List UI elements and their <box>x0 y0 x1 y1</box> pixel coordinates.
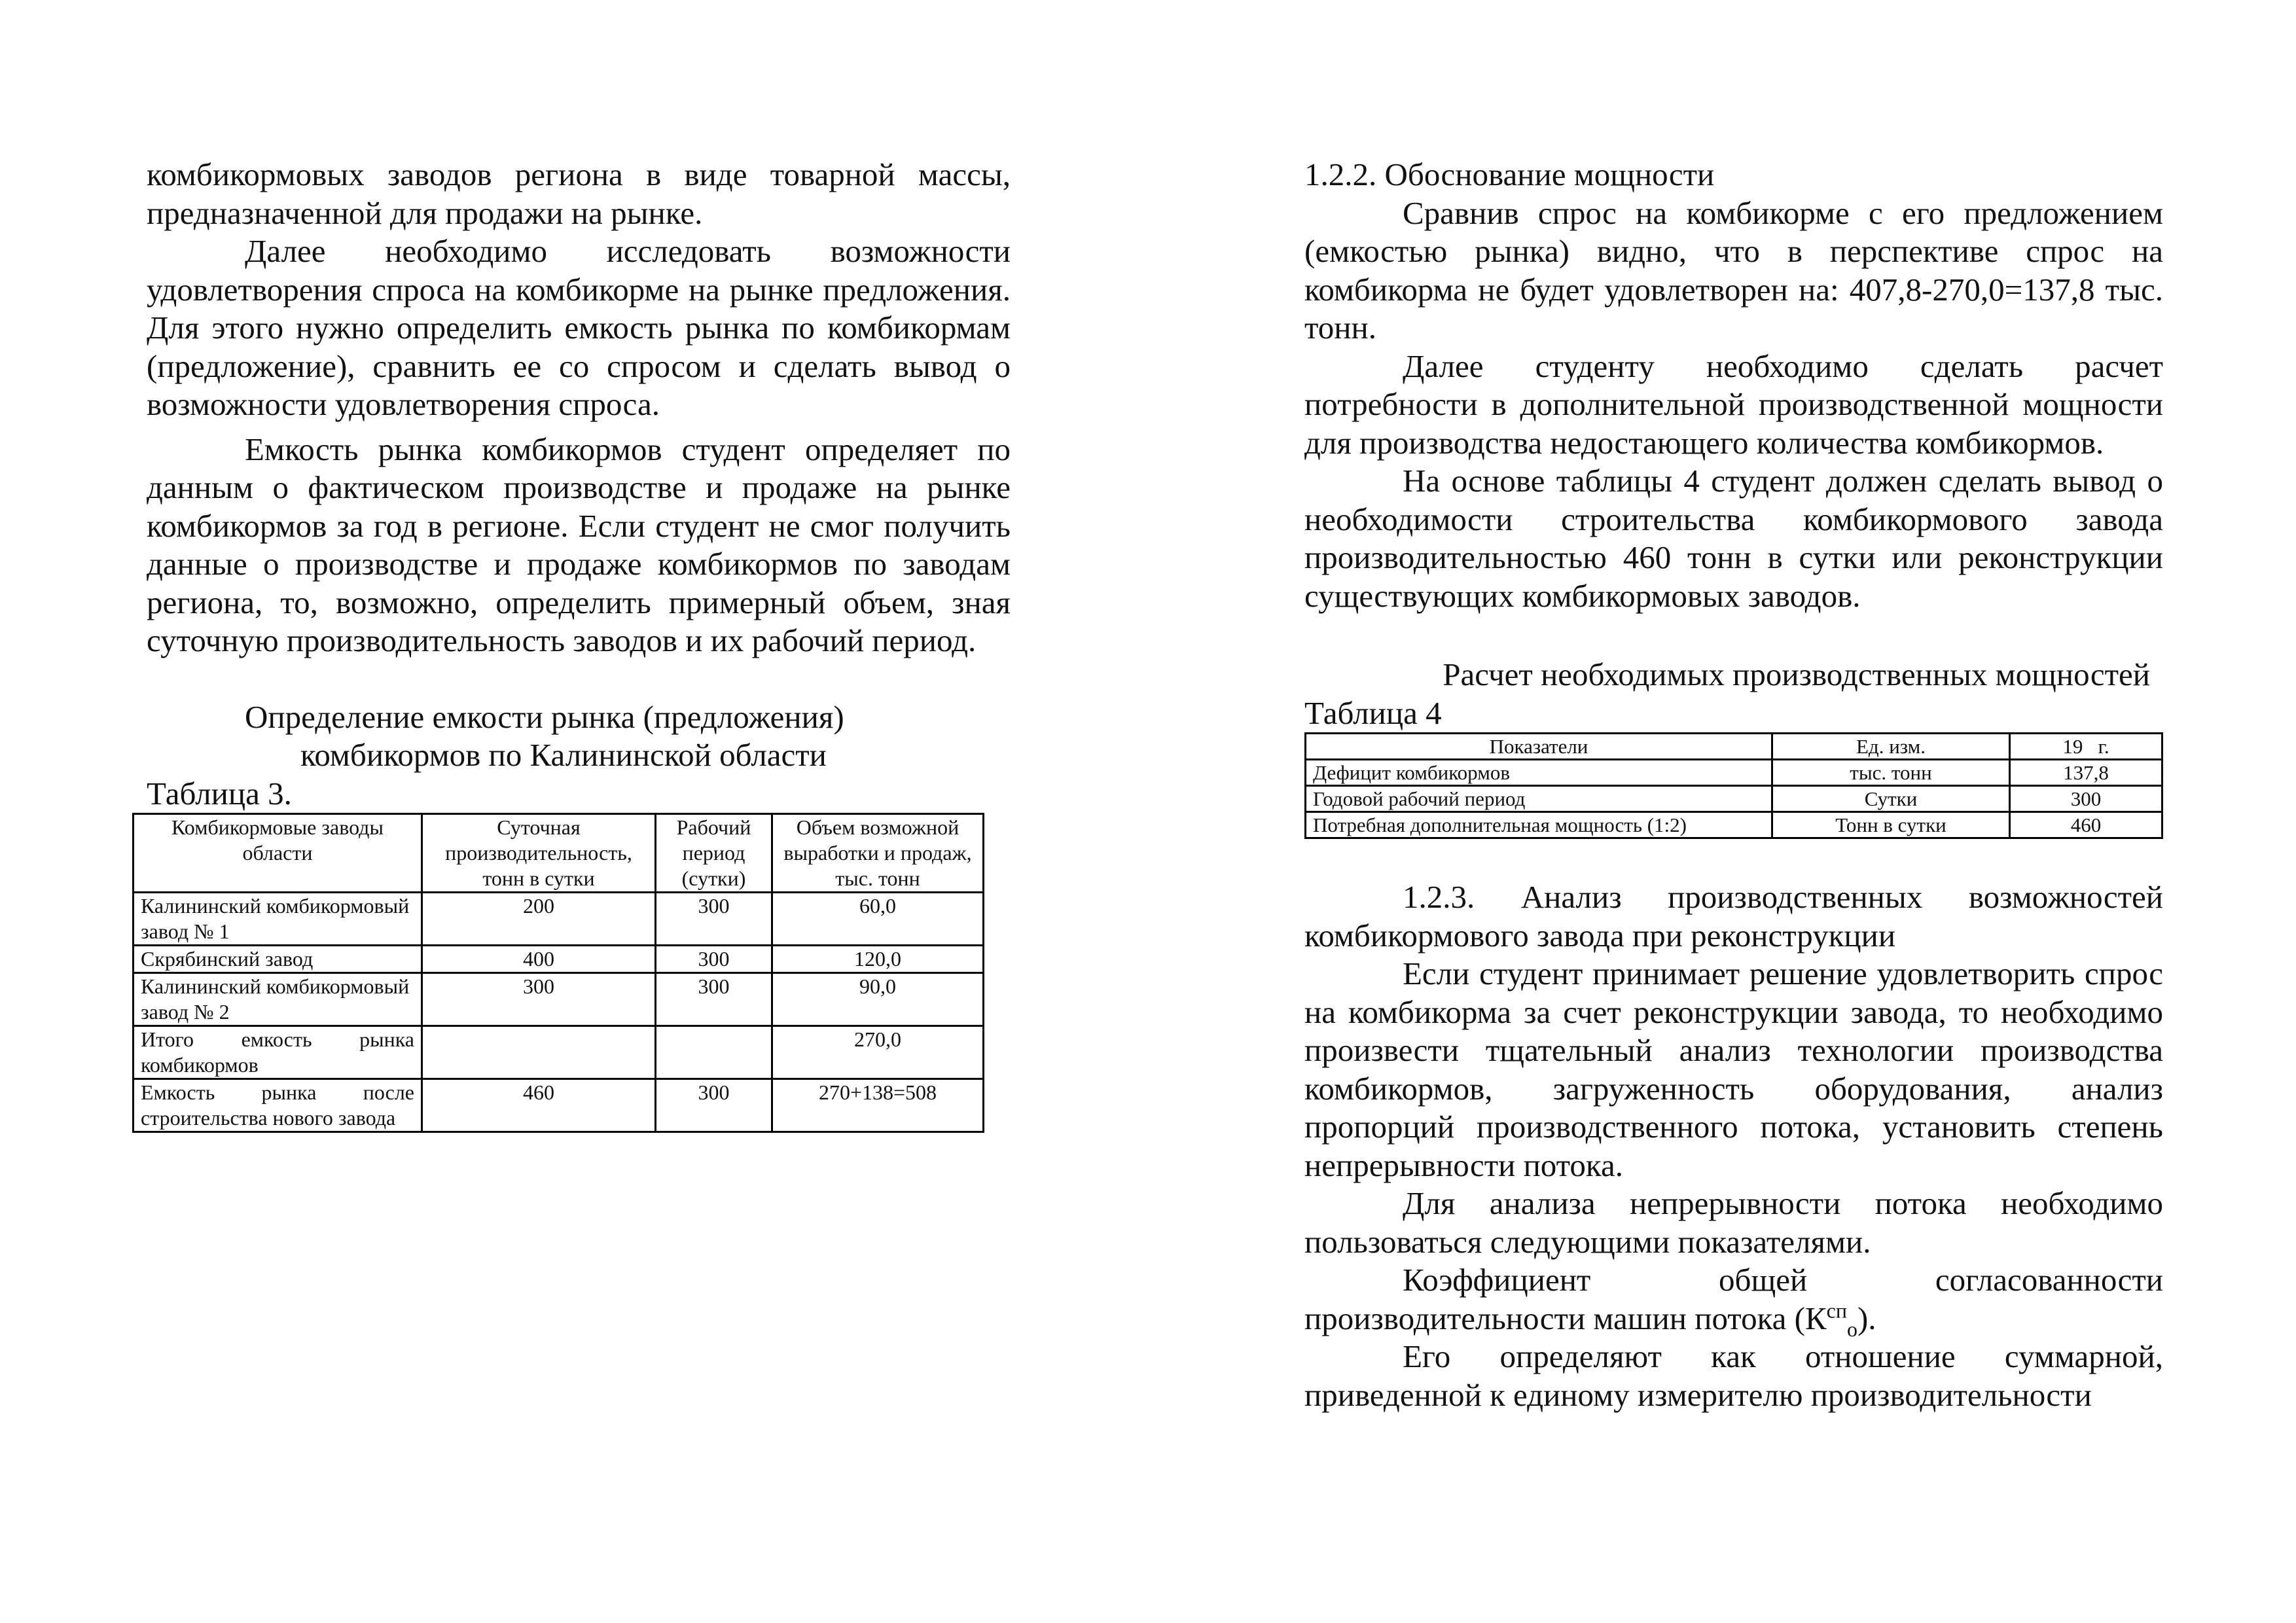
table3-number: Таблица 3. <box>147 775 292 812</box>
table-header-row <box>1306 734 2162 760</box>
table-cell: 60,0 <box>772 893 984 946</box>
coefficient-text: Коэффициент общей согласованности производительности машин потока (К <box>1304 1262 2163 1336</box>
table-cell: 300 <box>656 946 772 973</box>
table-cell: Калининский комбикормовый завод № 1 <box>134 893 422 946</box>
table-row <box>1306 812 2162 838</box>
table-cell: 120,0 <box>772 946 984 973</box>
table3-caption-line2: комбикормов по Калининской области <box>300 737 827 773</box>
table-cell: Итого емкость рынка комбикормов <box>134 1026 422 1079</box>
table-cell: тыс. тонн <box>1772 760 2010 786</box>
table-cell: 300 <box>422 973 656 1026</box>
table-cell: 300 <box>2010 786 2162 812</box>
table-row <box>1306 786 2162 812</box>
table-row <box>134 1026 984 1079</box>
paragraph: На основе таблицы 4 студент должен сделать вывод о необходимости строительства комбикормового завода производительностью 460 тонн в сутки или реконструкции существующих комбикормовых заводов. <box>1304 463 2163 614</box>
table4-caption: Расчет необходимых производственных мощностей <box>1443 656 2150 692</box>
table-row <box>134 973 984 1026</box>
table3-caption-line1: Определение емкости рынка (предложения) <box>245 698 844 735</box>
coefficient-paragraph <box>1304 1261 2163 1341</box>
table-cell: 270+138=508 <box>772 1079 984 1132</box>
table-header-cell: Ед. изм. <box>1772 734 2010 760</box>
table-cell: 137,8 <box>2010 760 2162 786</box>
table-cell: 400 <box>422 946 656 973</box>
paragraph: Его определяют как отношение суммарной, приведенной к единому измерителю производительности <box>1304 1338 2163 1413</box>
coefficient-close: ). <box>1857 1300 1876 1336</box>
table4-number: Таблица 4 <box>1304 694 1442 731</box>
section-heading-1-2-3: 1.2.3. Анализ производственных возможностей комбикормового завода при реконструкции <box>1304 879 2163 954</box>
table-cell: Тонн в сутки <box>1772 812 2010 838</box>
paragraph: Далее необходимо исследовать возможности удовлетворения спроса на комбикорме на рынке предложения. Для этого нужно определить емкость рынка по комбикормам (предложение), сравнить ее со спросом и сделать вывод о возможности удовлетворения спроса. <box>147 233 1011 422</box>
table-header-row <box>134 814 984 893</box>
paragraph: Для анализа непрерывности потока необходимо пользоваться следующими показателями. <box>1304 1185 2163 1260</box>
table3 <box>132 813 984 1133</box>
table-cell <box>656 1026 772 1079</box>
table-header-cell: 19 г. <box>2010 734 2162 760</box>
paragraph: Сравнив спрос на комбикорме с его предложением (емкостью рынка) видно, что в перспективе спрос на комбикорма не будет удовлетворен на: 407,8-270,0=137,8 тыс. тонн. <box>1304 194 2163 346</box>
right-column <box>1304 156 2163 1414</box>
table-cell: Скрябинский завод <box>134 946 422 973</box>
table-row <box>1306 760 2162 786</box>
table-cell: Сутки <box>1772 786 2010 812</box>
table-header-cell: Объем возможной выработки и продаж, тыс. тонн <box>772 814 984 893</box>
table-header-cell: Рабочий период (сутки) <box>656 814 772 893</box>
table-row <box>134 946 984 973</box>
table-cell: Годовой рабочий период <box>1306 786 1772 812</box>
table-cell: Дефицит комбикормов <box>1306 760 1772 786</box>
table-header-cell: Комбикормовые заводы области <box>134 814 422 893</box>
table-header-cell: Суточная производительность, тонн в сутки <box>422 814 656 893</box>
paragraph: комбикормовых заводов региона в виде товарной массы, предназначенной для продажи на рынке. <box>147 156 1011 231</box>
coefficient-subscript: о <box>1846 1317 1857 1341</box>
table-cell <box>422 1026 656 1079</box>
table-cell: Калининский комбикормовый завод № 2 <box>134 973 422 1026</box>
table-cell: 460 <box>422 1079 656 1132</box>
table-cell: 300 <box>656 893 772 946</box>
left-column <box>141 156 1011 1133</box>
table-cell: 460 <box>2010 812 2162 838</box>
table-cell: 300 <box>656 1079 772 1132</box>
table-cell: 270,0 <box>772 1026 984 1079</box>
table4 <box>1304 732 2163 839</box>
table-header-cell: Показатели <box>1306 734 1772 760</box>
section-heading-1-2-2: 1.2.2. Обоснование мощности <box>1304 156 1715 192</box>
table-cell: 300 <box>656 973 772 1026</box>
table-cell: Потребная дополнительная мощность (1:2) <box>1306 812 1772 838</box>
table-row <box>134 1079 984 1132</box>
paragraph: Далее студенту необходимо сделать расчет потребности в дополнительной производственной мощности для производства недостающего количества комбикормов. <box>1304 348 2163 461</box>
paragraph: Если студент принимает решение удовлетворить спрос на комбикорма за счет реконструкции завода, то необходимо произвести тщательный анализ технологии производства комбикормов, загруженность оборудования, анализ пропорций производственного потока, установить степень непрерывности потока. <box>1304 955 2163 1183</box>
table-cell: Емкость рынка после строительства нового завода <box>134 1079 422 1132</box>
table-row <box>134 893 984 946</box>
table-cell: 200 <box>422 893 656 946</box>
paragraph: Емкость рынка комбикормов студент определяет по данным о фактическом производстве и продаже на рынке комбикормов за год в регионе. Если студент не смог получить данные о производстве и продаже комбикормов по заводам региона, то, возможно, определить примерный объем, зная суточную производительность заводов и их рабочий период. <box>147 431 1011 658</box>
table-cell: 90,0 <box>772 973 984 1026</box>
coefficient-superscript: сп <box>1826 1298 1847 1323</box>
